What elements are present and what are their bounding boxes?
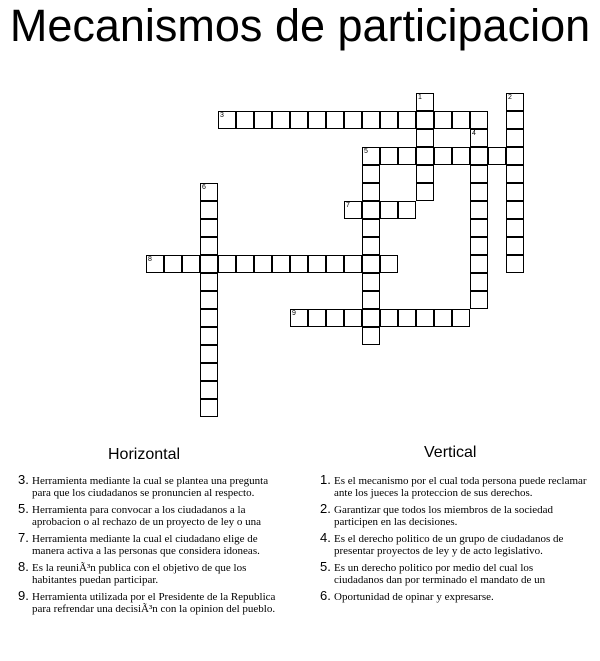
clue-number: 4 — [472, 130, 476, 137]
grid-cell[interactable] — [470, 201, 488, 219]
grid-cell[interactable] — [200, 363, 218, 381]
grid-cell[interactable] — [416, 183, 434, 201]
clue-item-text: Herramienta mediante la cual se plantea una pregunta para que los ciudadanos se pronuncien al respecto. — [32, 475, 269, 499]
clue-number: 9 — [292, 310, 296, 317]
clue-item-number: 2. — [320, 501, 331, 516]
clue-item-text: Es el derecho politico de un grupo de ciudadanos de presentar proyectos de ley y de acto legislativo. — [334, 533, 564, 557]
grid-cell[interactable] — [416, 111, 434, 129]
clue-item-text: Herramienta para convocar a los ciudadanos a la aprobacion o al rechazo de un proyecto de ley o una — [32, 504, 262, 528]
grid-cell[interactable] — [290, 111, 308, 129]
grid-cell[interactable] — [290, 255, 308, 273]
grid-cell[interactable] — [362, 255, 380, 273]
clue-number: 3 — [220, 112, 224, 119]
grid-cell[interactable] — [362, 327, 380, 345]
grid-cell[interactable] — [470, 273, 488, 291]
grid-cell[interactable] — [200, 345, 218, 363]
grid-cell[interactable] — [380, 201, 398, 219]
grid-cell[interactable] — [506, 93, 524, 111]
grid-cell[interactable] — [218, 255, 236, 273]
clue-item-text: Es la reuniÃ³n publica con el objetivo de que los habitantes puedan participar. — [32, 562, 247, 586]
clue-item — [18, 472, 308, 499]
grid-cell[interactable] — [434, 309, 452, 327]
grid-cell[interactable] — [398, 201, 416, 219]
grid-cell[interactable] — [200, 291, 218, 309]
clue-number: 7 — [346, 202, 350, 209]
grid-cell[interactable] — [506, 183, 524, 201]
grid-cell[interactable] — [416, 93, 434, 111]
grid-cell[interactable] — [362, 147, 380, 165]
grid-cell[interactable] — [362, 237, 380, 255]
clue-item-number: 8. — [18, 559, 29, 574]
grid-cell[interactable] — [362, 219, 380, 237]
grid-cell[interactable] — [506, 237, 524, 255]
clue-item — [18, 588, 308, 615]
grid-cell[interactable] — [506, 129, 524, 147]
grid-cell[interactable] — [452, 309, 470, 327]
clue-item-number: 4. — [320, 530, 331, 545]
grid-cell[interactable] — [272, 111, 290, 129]
grid-cell[interactable] — [470, 219, 488, 237]
grid-cell[interactable] — [362, 273, 380, 291]
grid-cell[interactable] — [506, 111, 524, 129]
grid-cell[interactable] — [470, 129, 488, 147]
clue-number: 5 — [364, 148, 368, 155]
horizontal-clue-list — [18, 472, 308, 620]
clue-item-number: 3. — [18, 472, 29, 487]
grid-cell[interactable] — [200, 399, 218, 417]
clue-item — [18, 559, 308, 586]
grid-cell[interactable] — [164, 255, 182, 273]
vertical-heading: Vertical — [424, 444, 477, 461]
clue-item — [320, 475, 600, 499]
grid-cell[interactable] — [200, 183, 218, 201]
grid-cell[interactable] — [200, 219, 218, 237]
grid-cell[interactable] — [254, 111, 272, 129]
grid-cell[interactable] — [200, 201, 218, 219]
grid-cell[interactable] — [344, 111, 362, 129]
grid-cell[interactable] — [506, 201, 524, 219]
clue-item — [18, 501, 308, 528]
grid-cell[interactable] — [470, 237, 488, 255]
grid-cell[interactable] — [146, 255, 164, 273]
clue-item-text: Es un derecho politico por medio del cual los ciudadanos dan por terminado el mandato de un — [334, 562, 546, 586]
grid-cell[interactable] — [470, 183, 488, 201]
clue-item-text: Garantizar que todos los miembros de la sociedad participen en las decisiones. — [334, 504, 554, 528]
horizontal-heading: Horizontal — [108, 446, 181, 463]
grid-cell[interactable] — [470, 165, 488, 183]
grid-cell[interactable] — [200, 255, 218, 273]
clue-item-text: Herramienta mediante la cual el ciudadano elige de manera activa a las personas que considera idoneas. — [32, 533, 260, 557]
grid-cell[interactable] — [470, 147, 488, 165]
grid-cell[interactable] — [344, 255, 362, 273]
grid-cell[interactable] — [200, 273, 218, 291]
clue-item — [18, 530, 308, 557]
clue-item — [320, 588, 600, 603]
grid-cell[interactable] — [362, 201, 380, 219]
clue-number: 1 — [418, 94, 422, 101]
clue-item-text: Herramienta utilizada por el Presidente de la Republica para refrendar una decisiÃ³n con la opinion del pueblo. — [32, 591, 276, 615]
grid-cell[interactable] — [200, 327, 218, 345]
grid-cell[interactable] — [326, 255, 344, 273]
grid-cell[interactable] — [290, 309, 308, 327]
clue-item-number: 6. — [320, 588, 331, 603]
grid-cell[interactable] — [272, 255, 290, 273]
grid-cell[interactable] — [398, 147, 416, 165]
grid-cell[interactable] — [218, 111, 236, 129]
grid-cell[interactable] — [182, 255, 200, 273]
grid-cell[interactable] — [380, 309, 398, 327]
grid-cell[interactable] — [506, 219, 524, 237]
puzzle-title: Mecanismos de participacion — [9, 0, 591, 51]
grid-cell[interactable] — [416, 129, 434, 147]
grid-cell[interactable] — [236, 111, 254, 129]
clue-item-number: 7. — [18, 530, 29, 545]
grid-cell[interactable] — [362, 111, 380, 129]
grid-cell[interactable] — [380, 147, 398, 165]
grid-cell[interactable] — [200, 237, 218, 255]
grid-cell[interactable] — [470, 111, 488, 129]
grid-cell[interactable] — [470, 291, 488, 309]
clue-item — [320, 501, 600, 528]
grid-cell[interactable] — [398, 309, 416, 327]
grid-cell[interactable] — [416, 147, 434, 165]
clue-item-number: 9. — [18, 588, 29, 603]
grid-cell[interactable] — [200, 381, 218, 399]
clue-item-text: Oportunidad de opinar y expresarse. — [334, 591, 494, 603]
grid-cell[interactable] — [470, 255, 488, 273]
clue-item — [320, 559, 600, 586]
grid-cell[interactable] — [416, 165, 434, 183]
grid-cell[interactable] — [506, 255, 524, 273]
clue-number: 8 — [148, 256, 152, 263]
grid-cell[interactable] — [362, 291, 380, 309]
grid-cell[interactable] — [344, 201, 362, 219]
grid-cell[interactable] — [344, 309, 362, 327]
grid-cell[interactable] — [452, 111, 470, 129]
grid-cell[interactable] — [362, 309, 380, 327]
clue-number: 2 — [508, 94, 512, 101]
grid-cell[interactable] — [506, 165, 524, 183]
grid-cell[interactable] — [416, 309, 434, 327]
clue-number: 6 — [202, 184, 206, 191]
grid-cell[interactable] — [326, 111, 344, 129]
grid-cell[interactable] — [254, 255, 272, 273]
grid-cell[interactable] — [452, 147, 470, 165]
grid-cell[interactable] — [308, 111, 326, 129]
grid-cell[interactable] — [362, 165, 380, 183]
clue-item-number: 1. — [320, 475, 331, 487]
grid-cell[interactable] — [398, 111, 416, 129]
grid-cell[interactable] — [200, 309, 218, 327]
grid-cell[interactable] — [326, 309, 344, 327]
clue-item-number: 5. — [320, 559, 331, 574]
grid-cell[interactable] — [308, 255, 326, 273]
clue-item-text: Es el mecanismo por el cual toda persona puede reclamar ante los jueces la proteccion de sus derechos. — [334, 475, 587, 499]
clue-item-number: 5. — [18, 501, 29, 516]
clue-item — [320, 530, 600, 557]
grid-cell[interactable] — [236, 255, 254, 273]
grid-cell[interactable] — [506, 147, 524, 165]
grid-cell[interactable] — [308, 309, 326, 327]
grid-cell[interactable] — [380, 255, 398, 273]
grid-cell[interactable] — [362, 183, 380, 201]
grid-cell[interactable] — [434, 111, 452, 129]
grid-cell[interactable] — [380, 111, 398, 129]
grid-cell[interactable] — [488, 147, 506, 165]
vertical-clue-list — [320, 475, 600, 608]
grid-cell[interactable] — [434, 147, 452, 165]
